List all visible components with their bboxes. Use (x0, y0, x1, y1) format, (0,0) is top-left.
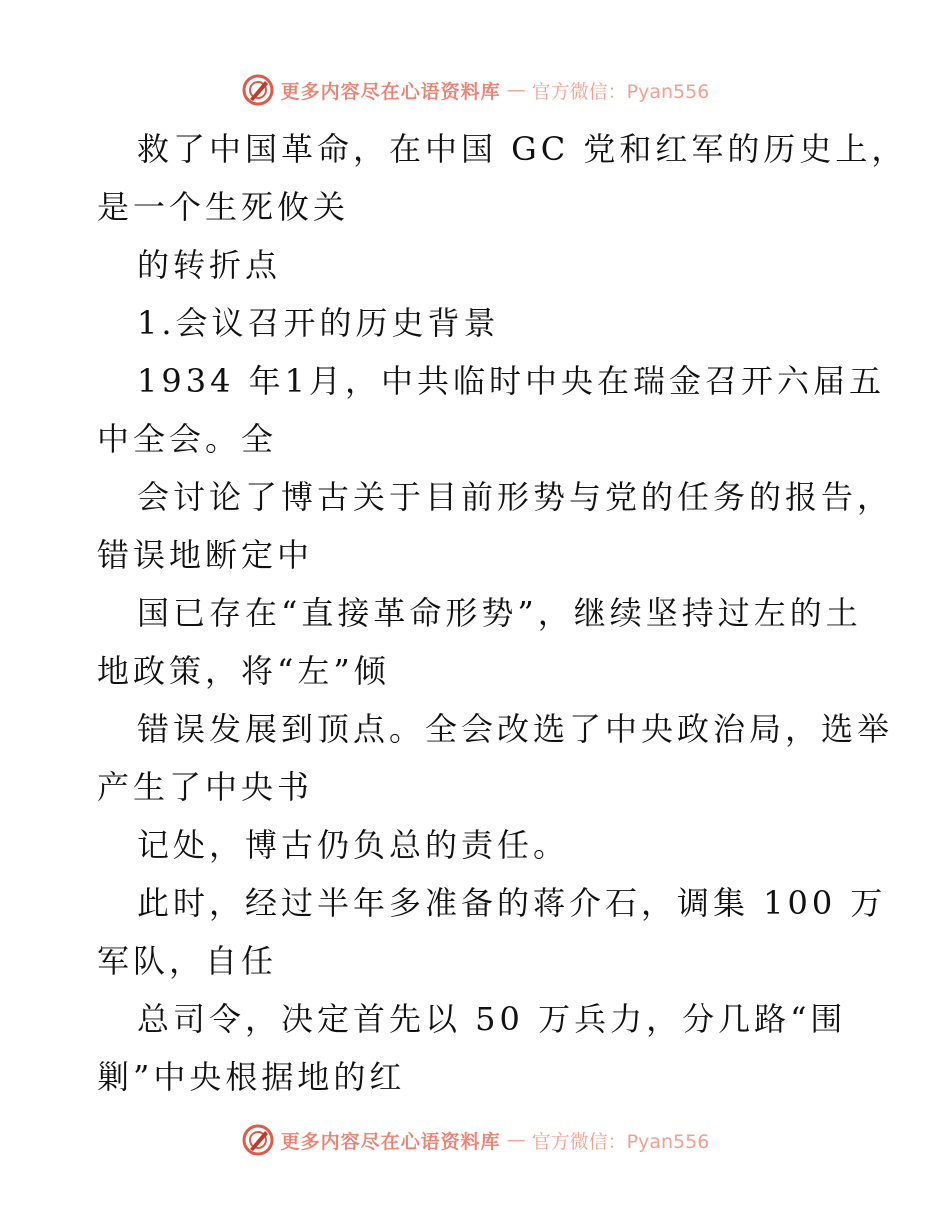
text-line: 此时，经过半年多准备的蒋介石，调集 100 万 (137, 884, 887, 922)
text-line: 救了中国革命，在中国 GC 党和红军的历史上， (137, 130, 908, 168)
text-line: 地政策，将“左”倾 (97, 652, 390, 690)
text-line: 错误发展到顶点。全会改选了中央政治局，选举 (137, 710, 894, 748)
text-line: 国已存在“直接革命形势”，继续坚持过左的土 (137, 594, 862, 632)
text-line: 的转折点 (137, 246, 282, 284)
watermark-main-text: 更多内容尽在心语资料库 (280, 80, 501, 103)
brand-logo-icon (241, 1123, 275, 1157)
document-body (97, 120, 908, 1106)
text-line: 总司令，决定首先以 50 万兵力，分几路“围 (137, 1000, 847, 1038)
text-line: 是一个生死攸关 (97, 188, 350, 226)
text-line: 军队，自任 (97, 942, 278, 980)
brand-logo-icon (241, 73, 275, 107)
text-line: 剿”中央根据地的红 (97, 1058, 406, 1096)
text-line: 1934 年1月，中共临时中央在瑞金召开六届五 (137, 362, 885, 400)
watermark-main-text: 更多内容尽在心语资料库 (280, 1130, 501, 1153)
watermark-separator: — (506, 1129, 526, 1151)
header-watermark (0, 70, 950, 110)
watermark-separator: — (506, 79, 526, 101)
watermark-wechat-text: 官方微信：Pyan556 (531, 1130, 710, 1153)
text-line: 产生了中央书 (97, 768, 314, 806)
text-line: 会讨论了博古关于目前形势与党的任务的报告， (137, 478, 894, 516)
watermark-wechat-text: 官方微信：Pyan556 (531, 80, 710, 103)
text-line: 记处，博古仍负总的责任。 (137, 826, 570, 864)
text-line: 中全会。全 (97, 420, 278, 458)
text-line: 错误地断定中 (97, 536, 314, 574)
footer-watermark (0, 1120, 950, 1160)
text-line: 1.会议召开的历史背景 (137, 304, 500, 342)
